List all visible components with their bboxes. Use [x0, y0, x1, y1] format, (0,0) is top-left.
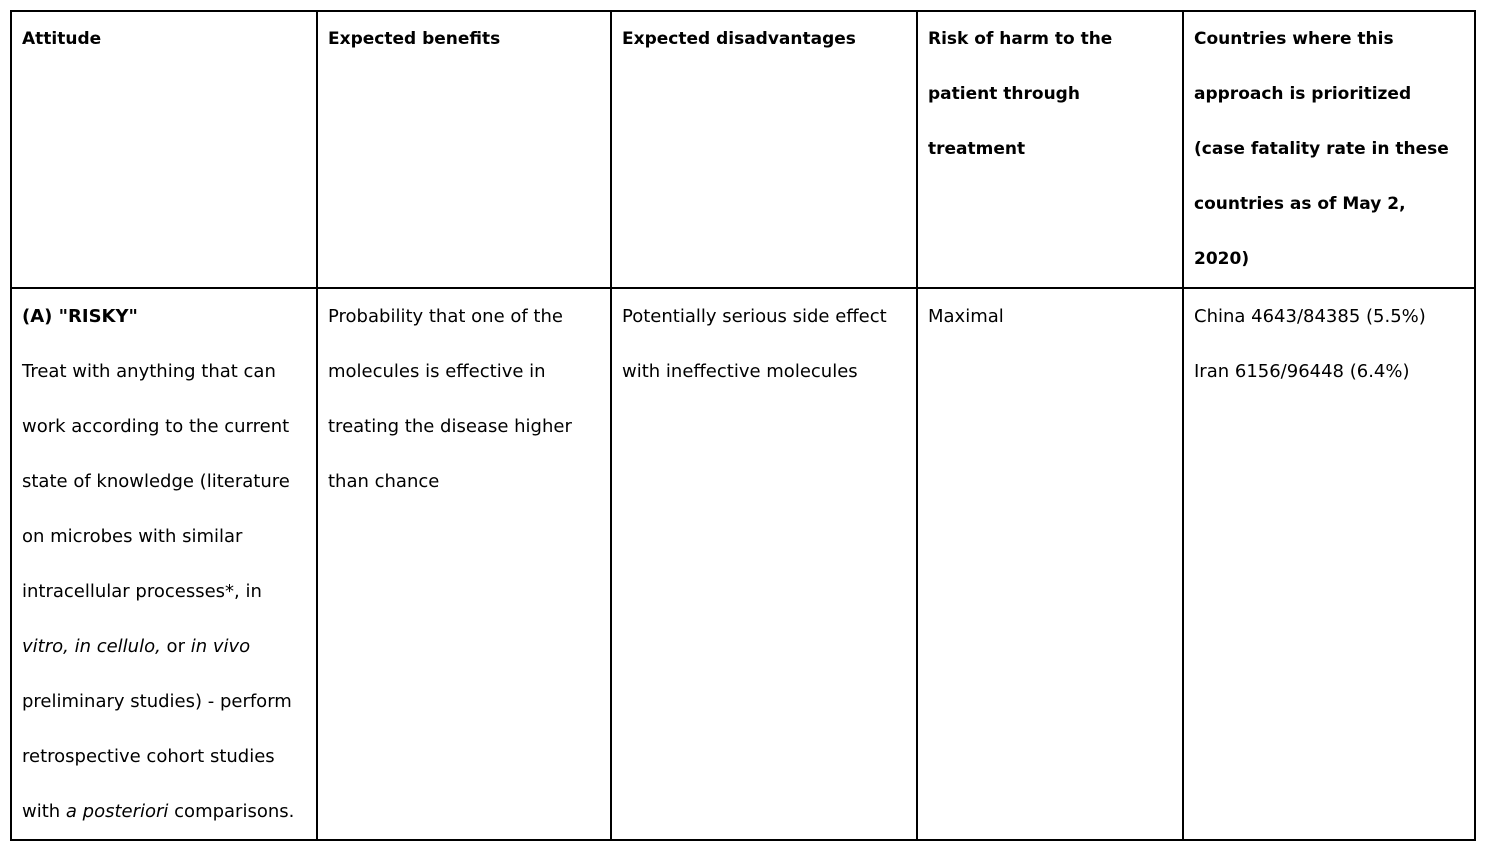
country-entry: China 4643/84385 (5.5%) [1194, 306, 1426, 327]
header-attitude: Attitude [11, 11, 317, 288]
attitude-label: (A) "RISKY" [22, 306, 138, 327]
country-entry: Iran 6156/96448 (6.4%) [1194, 361, 1410, 382]
cell-attitude [11, 288, 317, 840]
plain-text: or [160, 636, 191, 657]
attitude-desc-line: state of knowledge (literature [22, 471, 290, 492]
cell-expected-benefits: Probability that one of the molecules is effective in treating the disease higher than chance [317, 288, 611, 840]
attitude-desc-line [22, 619, 306, 674]
attitudes-table [10, 10, 1476, 841]
italic-text: in vivo [190, 636, 251, 657]
attitude-desc-line: retrospective cohort studies [22, 746, 275, 767]
header-countries: Countries where this approach is prioritized (case fatality rate in these countries as of May 2, 2020) [1183, 11, 1475, 288]
header-risk-of-harm: Risk of harm to the patient through treatment [917, 11, 1183, 288]
attitude-desc-line: preliminary studies) - perform [22, 691, 292, 712]
attitude-desc-line: Treat with anything that can [22, 361, 276, 382]
attitude-desc-line: intracellular processes*, in [22, 581, 262, 602]
attitude-desc-line [22, 784, 306, 839]
table-row [11, 288, 1475, 840]
cell-expected-disadvantages: Potentially serious side effect with ineffective molecules [611, 288, 917, 840]
attitude-desc-line: on microbes with similar [22, 526, 243, 547]
plain-text: with [22, 801, 66, 822]
attitude-desc-line: work according to the current [22, 416, 290, 437]
table-header-row [11, 11, 1475, 288]
plain-text: comparisons. [168, 801, 295, 822]
italic-text: a posteriori [65, 801, 169, 822]
italic-text: vitro, in cellulo, [22, 636, 161, 657]
cell-risk-of-harm: Maximal [917, 288, 1183, 840]
header-expected-benefits: Expected benefits [317, 11, 611, 288]
header-expected-disadvantages: Expected disadvantages [611, 11, 917, 288]
cell-countries [1183, 288, 1475, 840]
